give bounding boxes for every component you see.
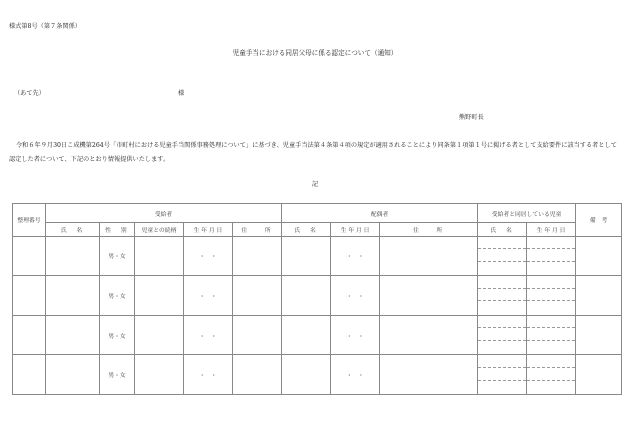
cell-child-names[interactable] [478,315,527,355]
cell-seiri[interactable] [13,236,46,276]
cell-recipient-address[interactable] [233,315,282,355]
header-recipient-relation: 児童との続柄 [135,223,184,236]
cell-recipient-sex[interactable]: 男・女 [100,236,135,276]
cell-recipient-relation[interactable] [135,236,184,276]
header-bikou: 備 考 [576,204,622,237]
table-row [13,315,622,355]
header-recipient-address: 住 所 [233,223,282,236]
cell-recipient-relation[interactable] [135,355,184,395]
cell-seiri[interactable] [13,355,46,395]
cell-recipient-address[interactable] [233,236,282,276]
cell-child-names[interactable] [478,236,527,276]
table-row [13,236,622,276]
cell-bikou[interactable] [576,355,622,395]
cell-spouse-birthdate[interactable]: ・ ・ [331,355,380,395]
cell-child-names[interactable] [478,276,527,316]
header-spouse-name: 氏 名 [282,223,331,236]
cell-spouse-birthdate[interactable]: ・ ・ [331,276,380,316]
recognition-table [12,203,622,395]
document-title: 児童手当における同居父母に係る認定について（通知） [232,49,398,57]
header-spouse-birthdate: 生 年 月 日 [331,223,380,236]
recipient-label: （あて先） [14,90,45,97]
cell-seiri[interactable] [13,276,46,316]
header-group-spouse: 配偶者 [282,204,478,223]
cell-recipient-name[interactable] [46,355,100,395]
cell-recipient-sex[interactable]: 男・女 [100,276,135,316]
cell-recipient-sex[interactable]: 男・女 [100,315,135,355]
header-recipient-sex: 性 別 [100,223,135,236]
cell-child-birthdates[interactable] [527,315,576,355]
cell-recipient-name[interactable] [46,276,100,316]
sender-name: 熊野町長 [459,114,484,121]
header-seiri-bangou: 整理番号 [13,204,46,237]
cell-recipient-address[interactable] [233,355,282,395]
cell-child-birthdates[interactable] [527,355,576,395]
cell-spouse-name[interactable] [282,315,331,355]
cell-recipient-address[interactable] [233,276,282,316]
cell-bikou[interactable] [576,236,622,276]
header-spouse-address: 住 所 [380,223,478,236]
cell-bikou[interactable] [576,276,622,316]
header-group-children: 受給者と同居している児童 [478,204,576,223]
cell-recipient-name[interactable] [46,315,100,355]
cell-child-birthdates[interactable] [527,236,576,276]
cell-spouse-address[interactable] [380,315,478,355]
cell-recipient-birthdate[interactable]: ・ ・ [184,276,233,316]
cell-recipient-birthdate[interactable]: ・ ・ [184,355,233,395]
header-recipient-birthdate: 生 年 月 日 [184,223,233,236]
cell-seiri[interactable] [13,315,46,355]
header-child-name: 氏 名 [478,223,527,236]
form-number-label: 様式第8号（第７条関係） [9,23,81,30]
cell-recipient-sex[interactable]: 男・女 [100,355,135,395]
cell-spouse-address[interactable] [380,355,478,395]
cell-spouse-name[interactable] [282,355,331,395]
cell-recipient-relation[interactable] [135,276,184,316]
cell-child-names[interactable] [478,355,527,395]
cell-recipient-relation[interactable] [135,315,184,355]
honorific: 様 [178,90,185,97]
body-paragraph: 令和６年９月30日こ成機第264号「市町村における児童手当関係事務処理について」に基づき、児童手当法第４条第４項の規定が適用されることにより同条第１項第１号に掲げる者として支給要件に該当する者として認定した者について、下記のとおり情報提供いたします。 [9,142,617,163]
table-row [13,276,622,316]
header-child-birthdate: 生 年 月 日 [527,223,576,236]
cell-spouse-address[interactable] [380,276,478,316]
cell-spouse-address[interactable] [380,236,478,276]
cell-recipient-birthdate[interactable]: ・ ・ [184,236,233,276]
cell-child-birthdates[interactable] [527,276,576,316]
cell-spouse-name[interactable] [282,276,331,316]
header-group-recipient: 受給者 [46,204,282,223]
header-recipient-name: 氏 名 [46,223,100,236]
cell-recipient-name[interactable] [46,236,100,276]
cell-spouse-birthdate[interactable]: ・ ・ [331,315,380,355]
cell-spouse-birthdate[interactable]: ・ ・ [331,236,380,276]
cell-recipient-birthdate[interactable]: ・ ・ [184,315,233,355]
ki-heading: 記 [311,181,319,188]
cell-spouse-name[interactable] [282,236,331,276]
cell-bikou[interactable] [576,315,622,355]
table-row [13,355,622,395]
